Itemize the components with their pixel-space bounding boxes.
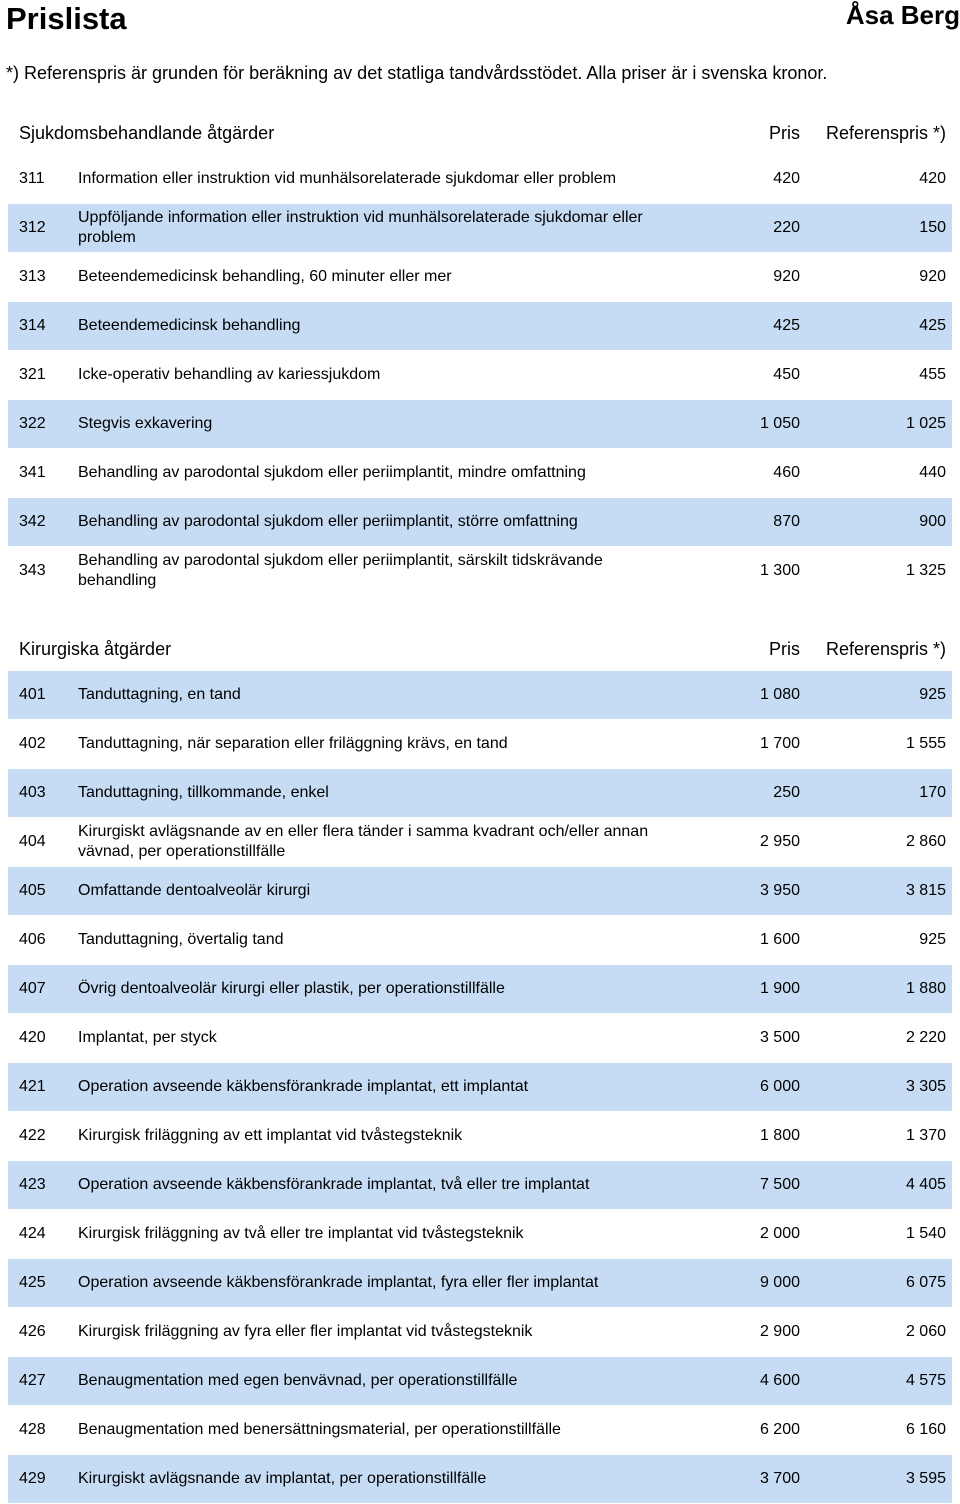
table-row xyxy=(8,449,952,497)
treatment-description: Uppföljande information eller instruktion vid munhälsorelaterade sjukdomar eller problem xyxy=(78,209,643,246)
treatment-code: 342 xyxy=(19,513,46,530)
price-table xyxy=(8,671,952,1503)
reference-price-value: 170 xyxy=(919,784,946,801)
price-value: 1 050 xyxy=(759,415,800,432)
price-value: 2 900 xyxy=(759,1323,800,1340)
clinic-name: Åsa Berg xyxy=(845,0,960,30)
table-row xyxy=(8,818,952,866)
reference-price-value: 420 xyxy=(919,170,946,187)
price-value: 9 000 xyxy=(759,1274,800,1291)
treatment-description: Tanduttagning, en tand xyxy=(78,686,241,703)
price-value: 6 200 xyxy=(759,1421,800,1438)
treatment-description: Stegvis exkavering xyxy=(78,415,213,432)
treatment-description: Kirurgisk friläggning av två eller tre implantat vid tvåstegsteknik xyxy=(78,1225,524,1242)
table-row xyxy=(8,1406,952,1454)
price-value: 3 950 xyxy=(759,882,800,899)
treatment-code: 311 xyxy=(19,170,45,187)
table-row xyxy=(8,671,952,719)
price-value: 1 300 xyxy=(759,562,800,579)
table-row xyxy=(8,1112,952,1160)
reference-price-value: 3 815 xyxy=(905,882,946,899)
treatment-code: 343 xyxy=(19,562,46,579)
reference-price-value: 1 025 xyxy=(905,415,946,432)
treatment-code: 420 xyxy=(19,1029,46,1046)
table-row xyxy=(8,916,952,964)
reference-price-value: 920 xyxy=(919,268,946,285)
price-value: 3 700 xyxy=(759,1470,800,1487)
treatment-description: Icke-operativ behandling av kariessjukdom xyxy=(78,366,381,383)
column-header-price: Pris xyxy=(769,122,800,143)
treatment-description: Tanduttagning, tillkommande, enkel xyxy=(78,784,329,801)
column-header-reference-price: Referenspris *) xyxy=(825,122,946,143)
reference-price-value: 900 xyxy=(919,513,946,530)
price-value: 2 000 xyxy=(759,1225,800,1242)
treatment-description: Behandling av parodontal sjukdom eller periimplantit, särskilt tidskrävande behandling xyxy=(78,552,603,589)
reference-price-value: 1 555 xyxy=(905,735,946,752)
price-value: 4 600 xyxy=(759,1372,800,1389)
treatment-code: 341 xyxy=(19,464,46,481)
price-note: *) Referenspris är grunden för beräkning av det statliga tandvårdsstödet. Alla priser är i svenska kronor. xyxy=(6,63,828,83)
treatment-code: 322 xyxy=(19,415,46,432)
price-value: 1 600 xyxy=(759,931,800,948)
price-value: 460 xyxy=(773,464,800,481)
table-row xyxy=(8,400,952,448)
treatment-code: 407 xyxy=(19,980,46,997)
page-title: Prislista xyxy=(6,1,127,36)
treatment-code: 422 xyxy=(19,1127,46,1144)
price-value: 220 xyxy=(773,219,800,236)
treatment-code: 406 xyxy=(19,931,46,948)
treatment-code: 403 xyxy=(19,784,46,801)
table-row xyxy=(8,1259,952,1307)
table-row xyxy=(8,1014,952,1062)
treatment-description: Kirurgiskt avlägsnande av en eller flera tänder i samma kvadrant och/eller annan vävnad, per operationstillfälle xyxy=(78,823,649,860)
price-value: 2 950 xyxy=(759,833,800,850)
reference-price-value: 1 540 xyxy=(905,1225,946,1242)
table-row xyxy=(8,965,952,1013)
reference-price-value: 440 xyxy=(919,464,946,481)
table-row xyxy=(8,204,952,252)
treatment-description: Kirurgisk friläggning av ett implantat vid tvåstegsteknik xyxy=(78,1127,463,1144)
treatment-description: Tanduttagning, när separation eller friläggning krävs, en tand xyxy=(78,735,508,752)
table-row xyxy=(8,547,952,595)
treatment-code: 314 xyxy=(19,317,46,334)
table-row xyxy=(8,769,952,817)
section-header xyxy=(8,111,952,155)
section-title: Kirurgiska åtgärder xyxy=(19,638,172,659)
treatment-code: 401 xyxy=(19,686,46,703)
price-value: 1 080 xyxy=(759,686,800,703)
price-table xyxy=(8,155,952,595)
table-row xyxy=(8,1455,952,1503)
price-value: 870 xyxy=(773,513,800,530)
reference-price-value: 3 595 xyxy=(905,1470,946,1487)
treatment-code: 421 xyxy=(19,1078,46,1095)
section-header xyxy=(8,627,952,671)
price-value: 420 xyxy=(773,170,800,187)
reference-price-value: 3 305 xyxy=(905,1078,946,1095)
table-row xyxy=(8,351,952,399)
treatment-code: 429 xyxy=(19,1470,46,1487)
treatment-code: 404 xyxy=(19,833,46,850)
treatment-code: 423 xyxy=(19,1176,46,1193)
treatment-code: 321 xyxy=(19,366,46,383)
treatment-code: 402 xyxy=(19,735,46,752)
table-row xyxy=(8,867,952,915)
treatment-code: 426 xyxy=(19,1323,46,1340)
section-title: Sjukdomsbehandlande åtgärder xyxy=(19,122,275,143)
price-value: 920 xyxy=(773,268,800,285)
treatment-description: Omfattande dentoalveolär kirurgi xyxy=(78,882,311,899)
reference-price-value: 1 325 xyxy=(905,562,946,579)
reference-price-value: 425 xyxy=(919,317,946,334)
reference-price-value: 6 160 xyxy=(905,1421,946,1438)
price-value: 1 700 xyxy=(759,735,800,752)
table-row xyxy=(8,498,952,546)
price-value: 6 000 xyxy=(759,1078,800,1095)
treatment-description: Operation avseende käkbensförankrade implantat, ett implantat xyxy=(78,1078,529,1095)
reference-price-value: 925 xyxy=(919,931,946,948)
treatment-description: Kirurgisk friläggning av fyra eller fler implantat vid tvåstegsteknik xyxy=(78,1323,533,1340)
table-row xyxy=(8,1210,952,1258)
price-value: 7 500 xyxy=(759,1176,800,1193)
reference-price-value: 4 575 xyxy=(905,1372,946,1389)
reference-price-value: 1 880 xyxy=(905,980,946,997)
reference-price-value: 455 xyxy=(919,366,946,383)
table-row xyxy=(8,720,952,768)
price-value: 1 800 xyxy=(759,1127,800,1144)
reference-price-value: 2 860 xyxy=(905,833,946,850)
column-header-price: Pris xyxy=(769,638,800,659)
treatment-description: Information eller instruktion vid munhälsorelaterade sjukdomar eller problem xyxy=(78,170,617,187)
treatment-description: Behandling av parodontal sjukdom eller periimplantit, större omfattning xyxy=(78,513,578,530)
table-row xyxy=(8,253,952,301)
treatment-description: Benaugmentation med benersättningsmaterial, per operationstillfälle xyxy=(78,1421,561,1438)
table-row xyxy=(8,1308,952,1356)
treatment-description: Implantat, per styck xyxy=(78,1029,217,1046)
table-row xyxy=(8,302,952,350)
treatment-code: 424 xyxy=(19,1225,46,1242)
reference-price-value: 2 220 xyxy=(905,1029,946,1046)
treatment-description: Benaugmentation med egen benvävnad, per operationstillfälle xyxy=(78,1372,518,1389)
treatment-description: Behandling av parodontal sjukdom eller periimplantit, mindre omfattning xyxy=(78,464,586,481)
column-header-reference-price: Referenspris *) xyxy=(825,638,946,659)
price-value: 3 500 xyxy=(759,1029,800,1046)
section-sjukdomsbehandlande xyxy=(8,111,952,596)
treatment-code: 405 xyxy=(19,882,46,899)
treatment-code: 425 xyxy=(19,1274,46,1291)
price-value: 450 xyxy=(773,366,800,383)
table-row xyxy=(8,1357,952,1405)
reference-price-value: 150 xyxy=(919,219,946,236)
treatment-description: Tanduttagning, övertalig tand xyxy=(78,931,284,948)
treatment-code: 428 xyxy=(19,1421,46,1438)
treatment-description: Övrig dentoalveolär kirurgi eller plastik, per operationstillfälle xyxy=(78,980,505,997)
price-value: 250 xyxy=(773,784,800,801)
treatment-code: 312 xyxy=(19,219,46,236)
reference-price-value: 4 405 xyxy=(905,1176,946,1193)
table-row xyxy=(8,155,952,203)
treatment-code: 313 xyxy=(19,268,46,285)
treatment-code: 427 xyxy=(19,1372,46,1389)
treatment-description: Operation avseende käkbensförankrade implantat, två eller tre implantat xyxy=(78,1176,590,1193)
price-value: 1 900 xyxy=(759,980,800,997)
treatment-description: Kirurgiskt avlägsnande av implantat, per operationstillfälle xyxy=(78,1470,487,1487)
reference-price-value: 925 xyxy=(919,686,946,703)
treatment-description: Beteendemedicinsk behandling, 60 minuter eller mer xyxy=(78,268,452,285)
reference-price-value: 1 370 xyxy=(905,1127,946,1144)
reference-price-value: 6 075 xyxy=(905,1274,946,1291)
section-kirurgiska xyxy=(8,627,952,1504)
treatment-description: Beteendemedicinsk behandling xyxy=(78,317,301,334)
reference-price-value: 2 060 xyxy=(905,1323,946,1340)
table-row xyxy=(8,1161,952,1209)
table-row xyxy=(8,1063,952,1111)
treatment-description: Operation avseende käkbensförankrade implantat, fyra eller fler implantat xyxy=(78,1274,599,1291)
price-value: 425 xyxy=(773,317,800,334)
